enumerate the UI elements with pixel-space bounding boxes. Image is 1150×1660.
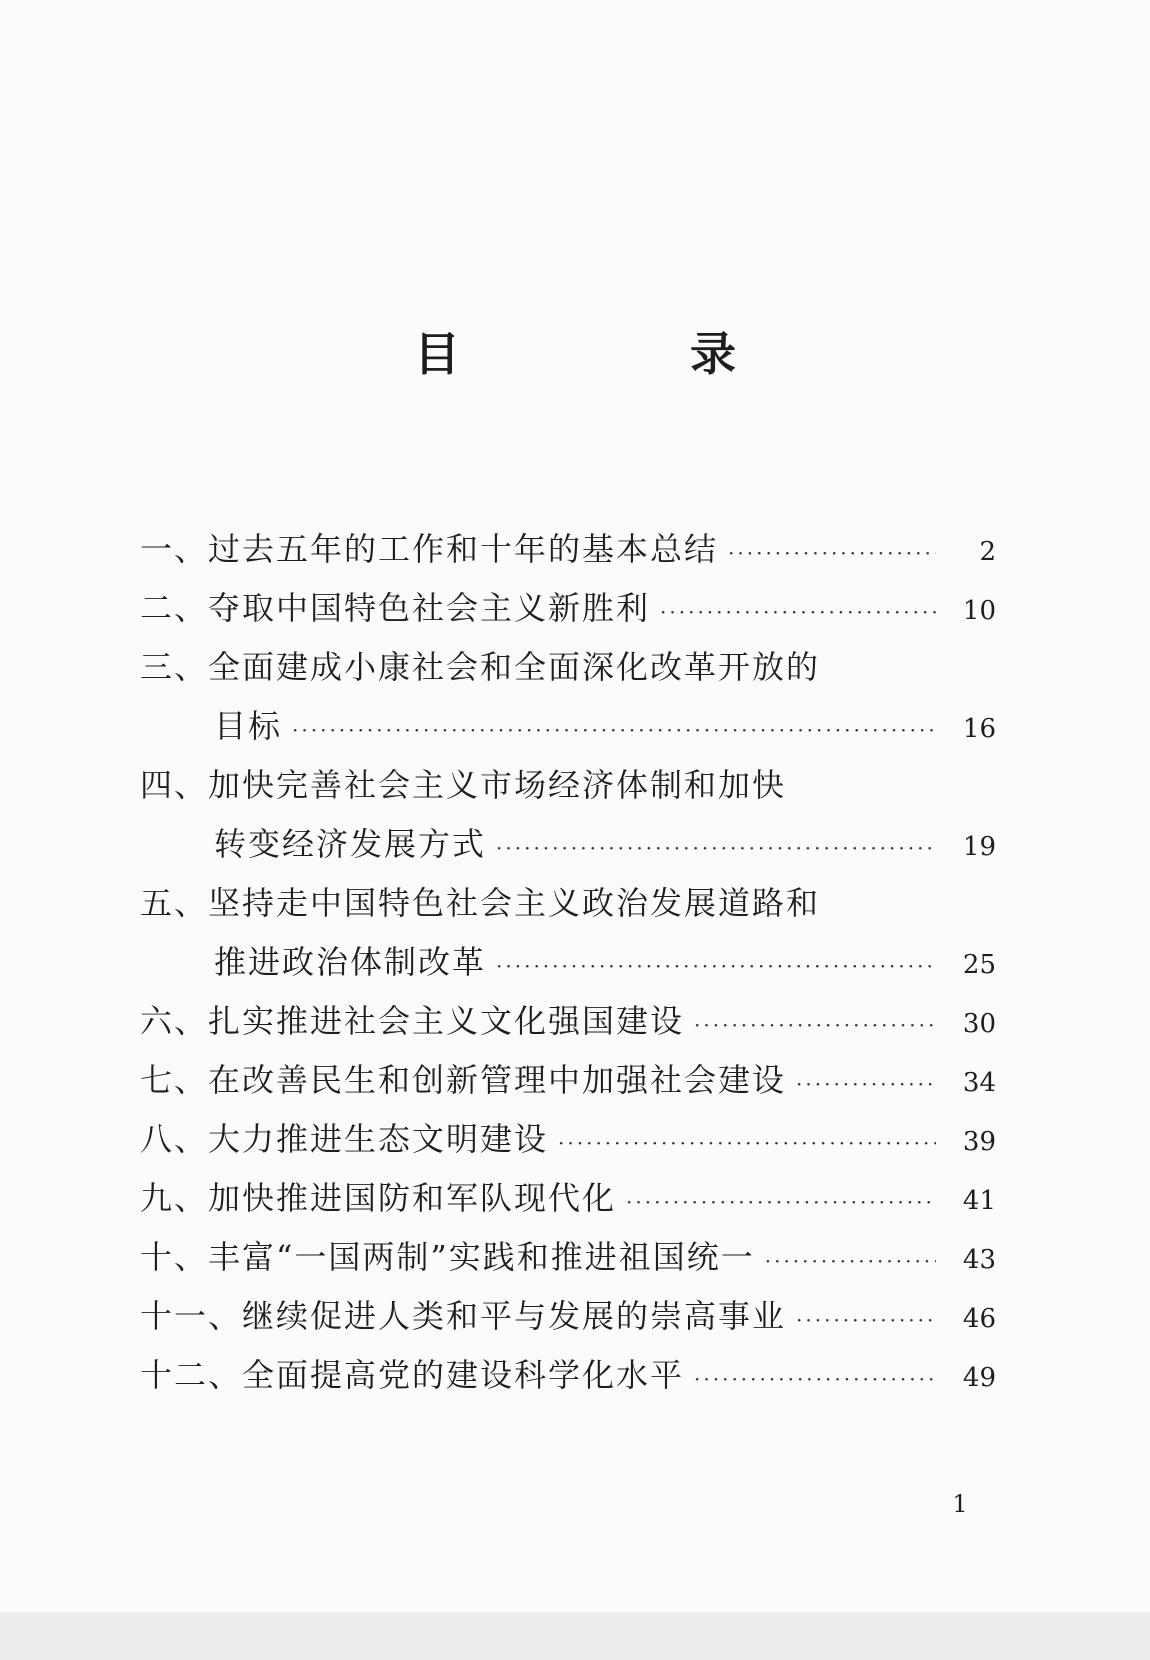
toc-entry[interactable] bbox=[140, 756, 1010, 874]
toc-entry-line bbox=[140, 520, 1010, 579]
toc-entry-title-continued: 目标 bbox=[214, 707, 283, 745]
toc-entry-title: 十、丰富“一国两制”实践和推进祖国统一 bbox=[140, 1238, 755, 1276]
dot-leader bbox=[796, 1291, 936, 1350]
toc-page-number: 30 bbox=[962, 1009, 996, 1039]
page-number: 1 bbox=[952, 1490, 968, 1518]
toc-page-number: 25 bbox=[962, 950, 996, 980]
toc-page-number: 10 bbox=[962, 596, 996, 626]
dot-leader bbox=[496, 819, 936, 878]
toc-entry[interactable] bbox=[140, 579, 1010, 638]
dot-leader bbox=[496, 937, 936, 996]
toc-page-number: 43 bbox=[962, 1245, 996, 1275]
toc-entry-line bbox=[140, 1346, 1010, 1405]
toc-entry-title: 八、大力推进生态文明建设 bbox=[140, 1120, 549, 1158]
toc-entry[interactable] bbox=[140, 520, 1010, 579]
toc-entry-line bbox=[140, 1051, 1010, 1110]
dot-leader bbox=[728, 524, 936, 583]
toc-entry[interactable] bbox=[140, 1051, 1010, 1110]
dot-leader bbox=[694, 996, 936, 1055]
toc-entry-line bbox=[140, 579, 1010, 638]
toc-page-number: 19 bbox=[962, 832, 996, 862]
dot-leader bbox=[558, 1114, 936, 1173]
toc-entry-line bbox=[140, 1169, 1010, 1228]
toc-entry-title: 九、加快推进国防和军队现代化 bbox=[140, 1179, 617, 1217]
toc-page-number: 34 bbox=[962, 1068, 996, 1098]
dot-leader bbox=[765, 1232, 936, 1291]
dot-leader bbox=[292, 701, 936, 760]
toc-entry-title-continued: 转变经济发展方式 bbox=[214, 825, 487, 863]
toc-entry-title: 二、夺取中国特色社会主义新胜利 bbox=[140, 589, 651, 627]
toc-entry-title: 四、加快完善社会主义市场经济体制和加快 bbox=[140, 766, 787, 804]
toc-entry-line bbox=[140, 1110, 1010, 1169]
page-title: 目 录 bbox=[414, 327, 828, 381]
toc-entry-title: 七、在改善民生和创新管理中加强社会建设 bbox=[140, 1061, 787, 1099]
toc-page-number: 2 bbox=[979, 537, 996, 567]
toc-entry-line bbox=[140, 815, 1010, 874]
toc-entry-line bbox=[140, 1228, 1010, 1287]
toc-entry[interactable] bbox=[140, 638, 1010, 756]
table-of-contents bbox=[140, 520, 1010, 1405]
toc-page-number: 46 bbox=[962, 1304, 996, 1334]
toc-entry-line bbox=[140, 697, 1010, 756]
toc-entry-title-continued: 推进政治体制改革 bbox=[214, 943, 487, 981]
toc-entry-title: 十二、全面提高党的建设科学化水平 bbox=[140, 1356, 685, 1394]
toc-entry[interactable] bbox=[140, 1110, 1010, 1169]
toc-entry[interactable] bbox=[140, 1228, 1010, 1287]
dot-leader bbox=[626, 1173, 936, 1232]
toc-entry-title: 六、扎实推进社会主义文化强国建设 bbox=[140, 1002, 685, 1040]
toc-entry-line bbox=[140, 992, 1010, 1051]
toc-entry[interactable] bbox=[140, 1287, 1010, 1346]
toc-entry-line bbox=[140, 1287, 1010, 1346]
toc-page-number: 39 bbox=[962, 1127, 996, 1157]
dot-leader bbox=[660, 583, 936, 642]
toc-page-number: 16 bbox=[962, 714, 996, 744]
toc-page-number: 49 bbox=[962, 1363, 996, 1393]
toc-entry-title: 三、全面建成小康社会和全面深化改革开放的 bbox=[140, 648, 821, 686]
toc-entry-line bbox=[140, 756, 1010, 815]
toc-entry-line bbox=[140, 874, 1010, 933]
toc-entry-line bbox=[140, 933, 1010, 992]
toc-entry[interactable] bbox=[140, 1346, 1010, 1405]
toc-entry-title: 一、过去五年的工作和十年的基本总结 bbox=[140, 530, 719, 568]
toc-entry-line bbox=[140, 638, 1010, 697]
toc-page-number: 41 bbox=[962, 1186, 996, 1216]
toc-entry[interactable] bbox=[140, 992, 1010, 1051]
dot-leader bbox=[796, 1055, 936, 1114]
toc-entry[interactable] bbox=[140, 874, 1010, 992]
scan-edge bbox=[0, 1612, 1150, 1660]
toc-entry[interactable] bbox=[140, 1169, 1010, 1228]
toc-entry-title: 五、坚持走中国特色社会主义政治发展道路和 bbox=[140, 884, 821, 922]
toc-entry-title: 十一、继续促进人类和平与发展的崇高事业 bbox=[140, 1297, 787, 1335]
dot-leader bbox=[694, 1350, 936, 1409]
